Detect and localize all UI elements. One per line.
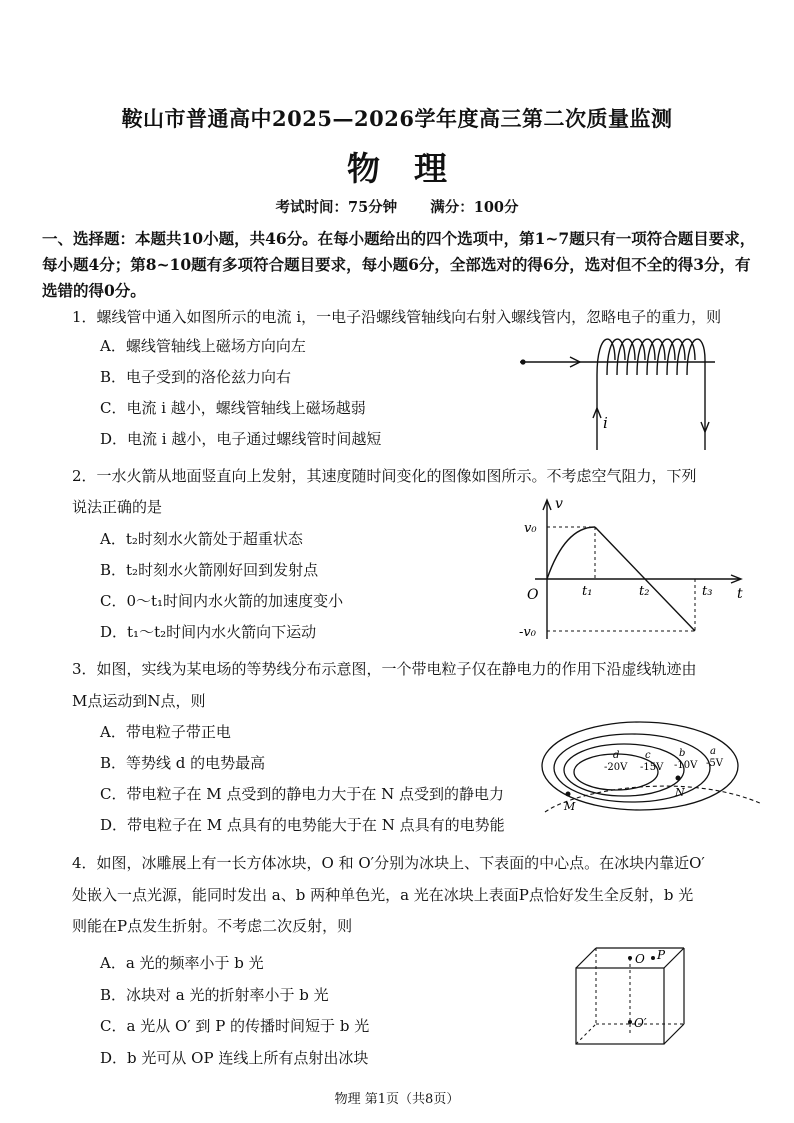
q4-option-a: A．a 光的频率小于 b 光 (100, 954, 264, 972)
q3-stem-line-2: M点运动到N点，则 (72, 692, 206, 710)
q3-option-d: D．带电粒子在 M 点具有的电势能大于在 N 点具有的电势能 (100, 816, 505, 834)
q2-option-a: A．t₂时刻水火箭处于超重状态 (100, 530, 303, 548)
q3-line-c-name: c (645, 750, 651, 761)
q3-equipotential-figure (540, 716, 765, 816)
q4-option-b: B．冰块对 a 光的折射率小于 b 光 (100, 986, 329, 1004)
page-footer: 物理 第1页（共8页） (334, 1092, 460, 1107)
q2-stem-line-1: 2．一水火箭从地面竖直向上发射，其速度随时间变化的图像如图所示。不考虑空气阻力，下列 (72, 467, 697, 485)
q3-option-a: A．带电粒子带正电 (100, 723, 231, 741)
q2-v-axis-label: v (555, 496, 563, 512)
q2-stem-line-2: 说法正确的是 (72, 498, 163, 516)
q3-line-d-potential: -20V (604, 762, 628, 773)
exam-info (0, 196, 794, 217)
q4-stem-line-3: 则能在P点发生折射。不考虑二次反射，则 (72, 917, 353, 935)
q4-option-d: D．b 光可从 OP 连线上所有点射出冰块 (100, 1049, 369, 1067)
q3-line-a-potential: -5V (706, 758, 723, 769)
q2-t3-label: t₃ (702, 584, 713, 599)
q3-line-d-name: d (613, 750, 620, 761)
q3-line-a-name: a (710, 746, 716, 757)
q2-option-c: C．0～t₁时间内水火箭的加速度变小 (100, 592, 344, 610)
q2-option-d: D．t₁～t₂时间内水火箭向下运动 (100, 623, 317, 641)
q3-line-b-name: b (679, 748, 686, 759)
q2-v0-label: v₀ (524, 521, 537, 536)
q3-line-c-potential: -15V (640, 762, 664, 773)
q4-stem-line-1: 4．如图，冰雕展上有一长方体冰块，O 和 O′分别为冰块上、下表面的中心点。在冰块内靠近O′ (72, 854, 705, 872)
section-1-intro: 一、选择题：本题共10小题，共46分。在每小题给出的四个选项中，第1~7题只有一项符合题目要求，每小题4分；第8~10题有多项符合题目要求，每小题6分，全部选对的得6分，选对但不全的得3分，有选错的得0分。 (42, 229, 756, 300)
q4-point-o-prime: O′ (634, 1016, 647, 1030)
q3-line-b-potential: -10V (674, 760, 698, 771)
q4-ice-block-figure (568, 940, 698, 1050)
q1-solenoid-figure (515, 330, 730, 455)
q3-point-n: N (675, 786, 685, 799)
q1-stem: 1．螺线管中通入如图所示的电流 i，一电子沿螺线管轴线向右射入螺线管内，忽略电子的重力，则 (72, 308, 722, 326)
exam-score: 满分：100分 (430, 199, 519, 216)
q3-stem-line-1: 3．如图，实线为某电场的等势线分布示意图，一个带电粒子仅在静电力的作用下沿虚线轨迹由 (72, 660, 697, 678)
q3-point-m: M (564, 800, 576, 813)
q2-t1-label: t₁ (582, 584, 593, 599)
q4-option-c: C．a 光从 O′ 到 P 的传播时间短于 b 光 (100, 1017, 370, 1035)
q3-option-c: C．带电粒子在 M 点受到的静电力大于在 N 点受到的静电力 (100, 785, 505, 803)
q4-point-p: P (657, 948, 666, 962)
q4-stem-line-2: 处嵌入一点光源，能同时发出 a、b 两种单色光，a 光在冰块上表面P点恰好发生全反射，b 光 (72, 886, 694, 904)
exam-time: 考试时间：75分钟 (275, 199, 398, 216)
q2-t2-label: t₂ (639, 584, 650, 599)
q3-option-b: B．等势线 d 的电势最高 (100, 754, 266, 772)
q2-option-b: B．t₂时刻水火箭刚好回到发射点 (100, 561, 319, 579)
q2-t-axis-label: t (737, 586, 743, 602)
q1-current-label: i (603, 414, 608, 432)
q2-origin-label: O (527, 587, 539, 603)
q1-option-c: C．电流 i 越小，螺线管轴线上磁场越弱 (100, 399, 366, 417)
q2-neg-v0-label: -v₀ (519, 625, 536, 640)
q1-option-a: A．螺线管轴线上磁场方向向左 (100, 337, 306, 355)
subject-title: 物理 (347, 149, 481, 188)
q1-option-d: D．电流 i 越小，电子通过螺线管时间越短 (100, 430, 382, 448)
q1-option-b: B．电子受到的洛伦兹力向右 (100, 368, 292, 386)
q4-point-o: O (635, 952, 645, 966)
exam-title: 鞍山市普通高中2025—2026学年度高三第二次质量监测 (121, 106, 673, 131)
q2-velocity-time-graph (515, 494, 755, 644)
